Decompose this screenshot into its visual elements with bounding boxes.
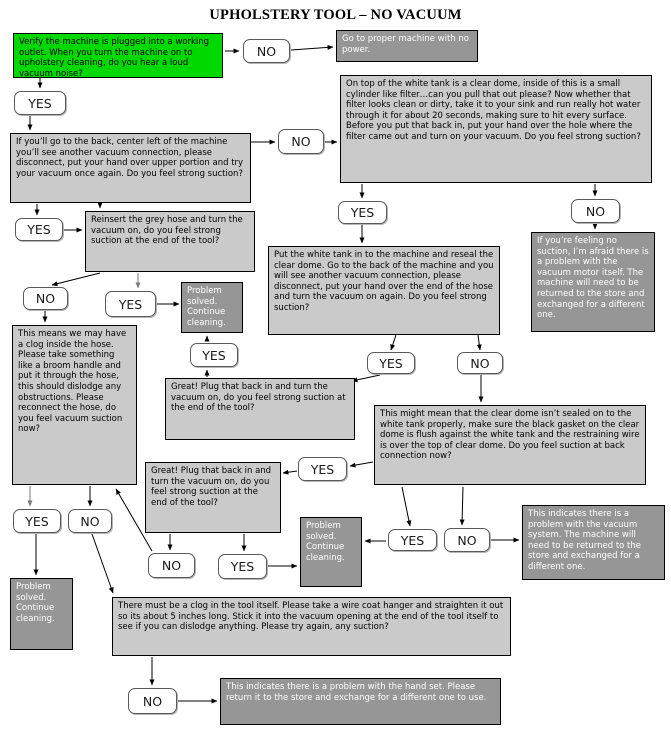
great-plug-back-box-2: Great! Plug that back in and turn the vacuum on, do you feel strong suction at the end of the tool? [145,462,281,533]
vacuum-motor-problem-box: If you’re feeling no suction, I’m afraid there is a problem with the vacuum motor itself. The machine will need to be returned to the store and exchanged for a different one. [531,232,655,332]
no-filter-suction-pill: NO [571,199,620,223]
no-back-suction-pill: NO [278,129,324,154]
page-title: UPHOLSTERY TOOL – NO VACUUM [209,7,462,23]
problem-solved-box-2: Problem solved. Continue cleaning. [300,517,362,587]
hand-set-problem-box: This indicates there is a problem with the hand set. Please return it to the store and exchange for a different one to use. [220,678,501,725]
reinsert-hose-box: Reinsert the grey hose and turn the vacuum on, do you feel strong suction at the end of the tool? [85,211,255,272]
yes-tank-suction-pill: YES [367,352,415,374]
yes-filter-suction-pill: YES [338,201,387,224]
yes-great1-pill: YES [190,343,238,367]
start-verify-power-box: Verify the machine is plugged into a working outlet. When you turn the machine on to upholstery cleaning, do you hear a loud vacuum noise? [13,33,223,78]
yes-dome-bottom-pill: YES [388,529,437,551]
no-power-pill: NO [243,39,290,63]
no-tank-suction-pill: NO [457,352,503,374]
great-plug-back-box-1: Great! Plug that back in and turn the vacuum on, do you feel strong suction at the end of the tool? [165,378,355,440]
no-dome-bottom-pill: NO [444,528,490,552]
yes-clog-hose-pill: YES [13,509,61,533]
dome-seal-box: This might mean that the clear dome isn’t sealed on to the white tank properly, make sure the black gasket on the clear dome is flush against the white tank and the restraining wire is over the top of clear dome. Do you feel suction at back connection now? [374,405,646,485]
put-tank-back-box: Put the white tank in to the machine and reseal the clear dome. Go to the back of the machine and you will see another vacuum connection, please disconnect, put your hand over the end of the hose and turn the vacuum on again. Do you feel strong suction? [268,246,500,335]
yes-great2-pill: YES [218,554,267,579]
yes-dome-pill: YES [298,457,347,481]
no-reinsert-pill: NO [23,287,68,310]
vacuum-system-problem-box: This indicates there is a problem with the vacuum system. The machine will need to be returned to the store and exchanged for a different one. [522,505,665,580]
yes-reinsert-pill: YES [105,291,156,317]
yes-back-suction-pill: YES [15,218,63,241]
problem-solved-box-3: Problem solved. Continue cleaning. [10,578,73,650]
clog-in-hose-box: This means we may have a clog inside the hose. Please take something like a broom handle and put it through the hose, this should dislodge any obstructions. Please reconnect the hose, do you feel vacuum suction now? [12,325,137,485]
problem-solved-box-1: Problem solved. Continue cleaning. [181,282,243,333]
clog-in-tool-box: There must be a clog in the tool itself. Please take a wire coat hanger and straighten it out so its about 5 inches long. Stick it into the vacuum opening at the end of the tool itself to see if you can dislodge anything. Please try again, any suction? [112,597,511,656]
back-connection-box: If you’ll go to the back, center left of the machine you’ll see another vacuum connection, please disconnect, put your hand over upper portion and try your vacuum once again. Do you feel strong suction? [10,133,251,203]
no-great2-pill: NO [148,553,195,578]
filter-rinse-box: On top of the white tank is a clear dome, inside of this is a small cylinder like filter…can you pull that out please? Now whether that filter looks clean or dirty, take it to your sink and run really hot water through it for about 20 seconds, making sure to hit every surface. Before you put that back in, put your hand over the hole where the filter came out and turn on your vacuum. Do you feel strong suction? [340,75,652,183]
yes-power-pill: YES [14,91,66,115]
no-tool-suction-pill: NO [128,688,177,714]
go-proper-machine-box: Go to proper machine with no power. [336,30,478,62]
no-clog-hose-pill: NO [68,509,112,533]
